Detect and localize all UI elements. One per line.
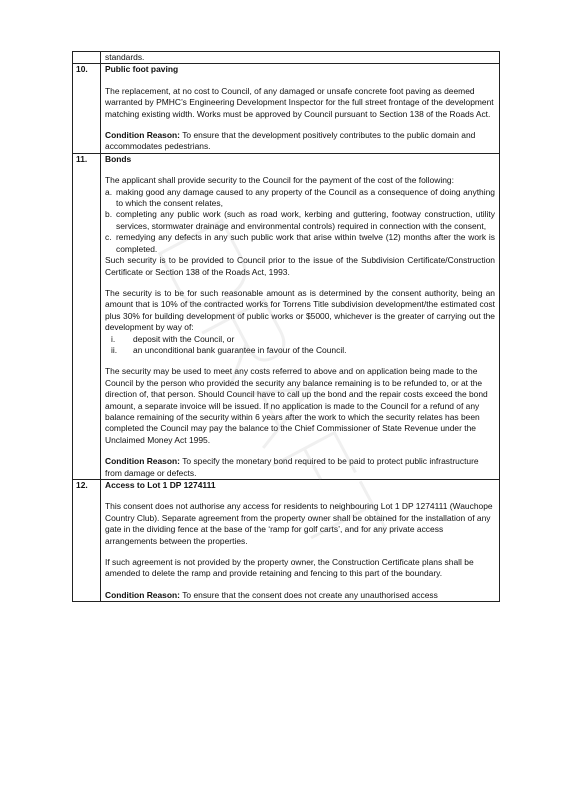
row-number-cell	[73, 52, 101, 64]
condition-provided: Such security is to be provided to Council prior to the issue of the Subdivision Certificate/Construction Certificate or Section 138 of the Roads Act, 1993.	[105, 255, 495, 277]
list-item	[105, 209, 495, 232]
list-item	[105, 334, 495, 345]
condition-usage: The security may be used to meet any costs referred to above and on application being made to the Council by the person who provided the security any balance remaining is to be refunded to, or at the direction of, that person. Should Council have to call up the bond and the repair costs exceed the bond amount, a separate invoice will be issued. If no application is made to the Council for a refund of any balance remaining of the security within 6 years after the work to which the security relates has been completed the Council may pay the balance to the Chief Commissioner of State Revenue under the Unclaimed Money Act 1995.	[105, 366, 488, 445]
row-content-cell	[101, 64, 500, 153]
list-text: making good any damage caused to any property of the Council as a consequence of doing anything to which the consent relates,	[116, 186, 495, 209]
continued-text: standards.	[105, 52, 145, 62]
row-content-cell	[101, 52, 500, 64]
conditions-table	[72, 51, 500, 602]
list-marker: i.	[111, 333, 116, 344]
condition-body: This consent does not authorise any access for residents to neighbouring Lot 1 DP 1274111 (Wauchope Country Club). Separate agreement from the property owner shall be obtained for the installation of any gate in the dividing fence at the base of the ‘ramp for golf carts’, and for any private access arrangements between the properties.	[105, 501, 493, 546]
table-row	[73, 64, 500, 153]
condition-title: Bonds	[105, 153, 132, 164]
condition-number: 10.	[73, 64, 101, 153]
row-content-cell	[101, 153, 500, 479]
condition-reason	[105, 130, 495, 153]
list-marker: b.	[105, 209, 113, 220]
condition-reason	[105, 590, 495, 601]
reason-label: Condition Reason:	[105, 456, 180, 467]
row-content-cell	[101, 480, 500, 602]
condition-number: 11.	[73, 153, 101, 479]
table-row	[73, 52, 500, 64]
list-item	[105, 187, 495, 210]
list-marker: ii.	[111, 344, 118, 355]
reason-text: To ensure that the consent does not create any unauthorised access	[180, 589, 438, 600]
condition-reason	[105, 456, 495, 479]
table-row	[73, 153, 500, 479]
condition-body: The replacement, at no cost to Council, of any damaged or unsafe concrete foot paving as deemed warranted by PMHC’s Engineering Development Inspector for the full street frontage of the development matching existing width. Works must be approved by Council pursuant to Section 138 of the Roads Act.	[105, 85, 494, 119]
list-text: remedying any defects in any such public work that arise within twelve (12) months after the work is completed.	[116, 232, 495, 254]
condition-amount: The security is to be for such reasonable amount as is determined by the consent authority, being an amount that is 10% of the contracted works for Torrens Title subdivision development/the estimated cost plus 30% for building development of public works or $5000, whichever is the greater of carrying out the development by way of:	[105, 287, 495, 333]
list-marker: a.	[105, 186, 113, 197]
reason-label: Condition Reason:	[105, 589, 180, 600]
list-item	[105, 345, 495, 356]
list-text: deposit with the Council, or	[133, 333, 235, 344]
reason-label: Condition Reason:	[105, 130, 180, 141]
list-text: completing any public work (such as road work, kerbing and guttering, footway construction, utility services, stormwater drainage and environmental controls) required in connection with the consent,	[116, 209, 495, 231]
list-text: an unconditional bank guarantee in favour of the Council.	[133, 344, 347, 355]
table-row	[73, 480, 500, 602]
list-item	[105, 232, 495, 255]
condition-number: 12.	[73, 480, 101, 602]
condition-title: Access to Lot 1 DP 1274111	[105, 480, 216, 490]
list-marker: c.	[105, 232, 112, 243]
reason-text: To ensure that the development positively contributes to the public domain and accommodates pedestrians.	[105, 130, 476, 152]
condition-intro: The applicant shall provide security to the Council for the payment of the cost of the following:	[105, 175, 454, 186]
condition-title: Public foot paving	[105, 64, 179, 75]
reason-text: To specify the monetary bond required to be paid to protect public infrastructure from damage or defects.	[105, 456, 479, 478]
condition-body: If such agreement is not provided by the property owner, the Construction Certificate plans shall be amended to delete the ramp and provide retaining and fencing to this part of the boundary.	[105, 557, 474, 579]
